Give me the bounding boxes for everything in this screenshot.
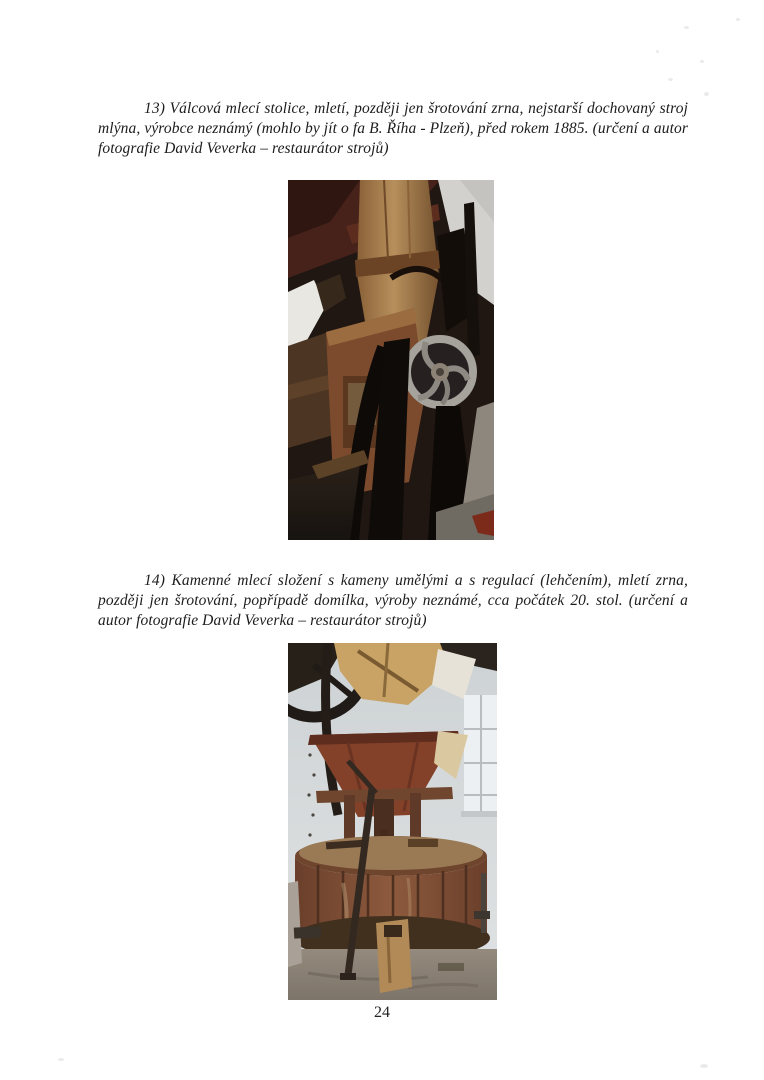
scan-smudge <box>700 60 704 63</box>
scan-smudge <box>736 18 740 21</box>
page-number: 24 <box>374 1004 390 1021</box>
photo-13-roller-mill-image <box>288 180 494 540</box>
caption-figure-14: 14) Kamenné mlecí složení s kameny umělými a s regulací (lehčením), mletí zrna, později jen šrotování, popřípadě domílka, výroby neznámé, cca počátek 20. stol. (určení a autor fotografie David Veverka – restaurátor strojů) <box>98 572 688 629</box>
scan-smudge <box>656 50 659 53</box>
scan-smudge <box>700 1064 708 1068</box>
photo-figure-14 <box>288 643 497 1000</box>
scan-smudge <box>58 1058 64 1061</box>
caption-figure-13: 13) Válcová mlecí stolice, mletí, později jen šrotování zrna, nejstarší dochovaný stroj mlýna, výrobce neznámý (mohlo by jít o fa B. Říha - Plzeň), před rokem 1885. (určení a autor fotografie David Veverka – restaurátor strojů) <box>98 100 688 157</box>
scan-smudge <box>668 78 673 81</box>
scan-smudge <box>684 26 689 29</box>
photo-figure-13 <box>288 180 494 540</box>
photo-14-stone-mill-image <box>288 643 497 1000</box>
scan-smudge <box>704 92 709 96</box>
